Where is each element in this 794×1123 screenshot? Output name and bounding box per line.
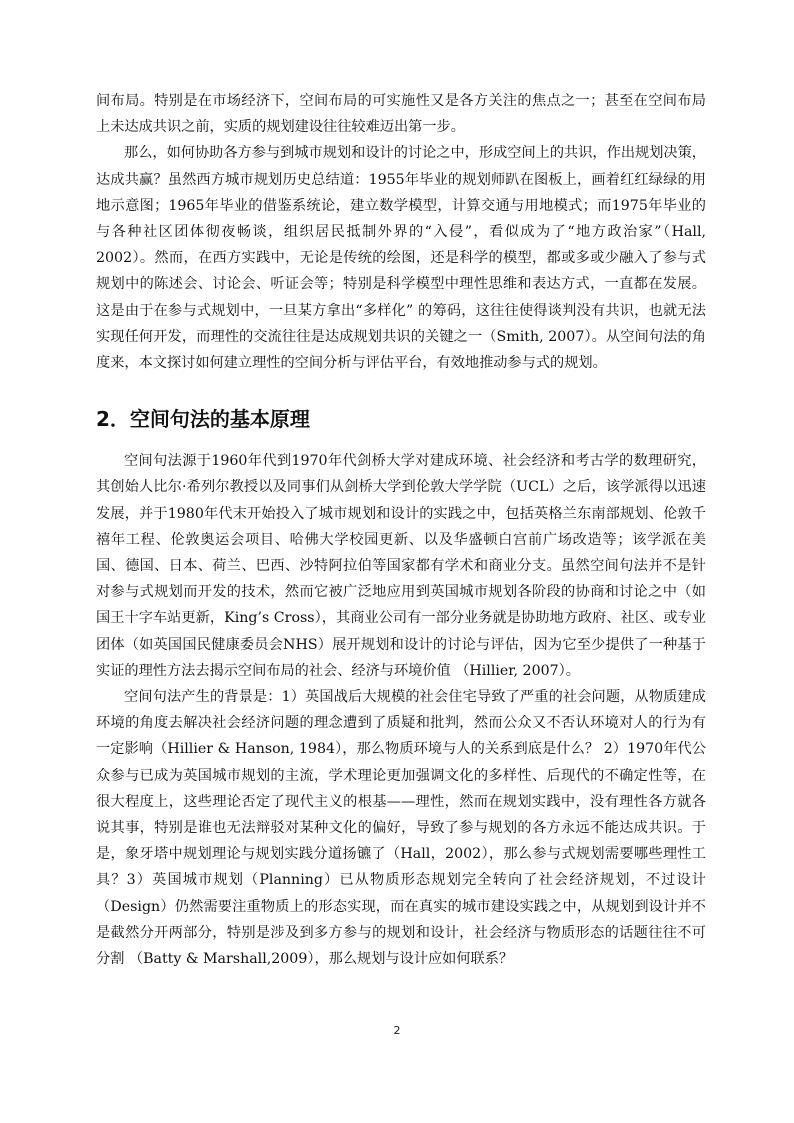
section-heading: 2．空间句法的基本原理 <box>96 407 310 432</box>
page-number: 2 <box>393 1024 401 1037</box>
paragraph-background: 空间句法产生的背景是：1）英国战后大规模的社会住宅导致了严重的社会问题，从物质建成环境的角度去解决社会经济问题的理念遭到了质疑和批判，然而公众又不否认环境对人的行为有一定影响（Hillier & Hanson, 1984），那么物质环境与人的关系到底是什么？ 2）1970年代公众参与已成为英国城市规划的主流，学术理论更加强调文化的多样性、后现代的不确定性等，在很大程度上，这些理论否定了现代主义的根基——理性，然而在规划实践中，没有理性各方就各说其事，特别是谁也无法辩驳对某种文化的偏好，导致了参与规划的各方永远不能达成共识。于是，象牙塔中规划理论与规划实践分道扬镳了（Hall，2002），那么参与式规划需要哪些理性工具？3）英国城市规划（Planning）已从物质形态规划完全转向了社会经济规划，不过设计（Design）仍然需要注重物质上的形态实现，而在真实的城市建设实践之中，从规划到设计并不是截然分开两部分，特别是涉及到多方参与的规划和设计，社会经济与物质形态的话题往往不可分割 （Batty & Marshall,2009），那么规划与设计应如何联系？ <box>96 689 706 968</box>
document-body <box>96 88 706 972</box>
paragraph-intro: 那么，如何协助各方参与到城市规划和设计的讨论之中，形成空间上的共识，作出规划决策，达成共赢？虽然西方城市规划历史总结道：1955年毕业的规划师趴在图板上，画着红红绿绿的用地示意图；1965年毕业的借鉴系统论，建立数学模型，计算交通与用地模式；而1975年毕业的与各种社区团体彻夜畅谈，组织居民抵制外界的“入侵”，看似成为了“地方政治家”（Hall, 2002）。然而，在西方实践中，无论是传统的绘图，还是科学的模型，都或多或少融入了参与式规划中的陈述会、讨论会、听证会等；特别是科学模型中理性思维和表达方式，一直都在发展。这是由于在参与式规划中，一旦某方拿出“多样化” 的筹码，这往往使得谈判没有共识，也就无法实现任何开发，而理性的交流往往是达成规划共识的关键之一（Smith, 2007）。从空间句法的角度来，本文探讨如何建立理性的空间分析与评估平台，有效地推动参与式的规划。 <box>96 145 706 372</box>
paragraph-continued: 间布局。特别是在市场经济下，空间布局的可实施性又是各方关注的焦点之一；甚至在空间布局上未达成共识之前，实质的规划建设往往较难迈出第一步。 <box>96 93 706 136</box>
paragraph-origin: 空间句法源于1960年代到1970年代剑桥大学对建成环境、社会经济和考古学的数理研究，其创始人比尔·希列尔教授以及同事们从剑桥大学到伦敦大学学院（UCL）之后，该学派得以迅速发展，并于1980年代末开始投入了城市规划和设计的实践之中，包括英格兰东南部规划、伦敦千禧年工程、伦敦奥运会项目、哈佛大学校园更新、以及华盛顿白宫前广场改造等；该学派在美国、德国、日本、荷兰、巴西、沙特阿拉伯等国家都有学术和商业分支。虽然空间句法并不是针对参与式规划而开发的技术，然而它被广泛地应用到英国城市规划各阶段的协商和讨论之中（如国王十字车站更新，King’s Cross），其商业公司有一部分业务就是协助地方政府、社区、或专业团体（如英国国民健康委员会NHS）展开规划和设计的讨论与评估，因为它至少提供了一种基于实证的理性方法去揭示空间布局的社会、经济与环境价值 （Hillier, 2007）。 <box>96 453 706 679</box>
